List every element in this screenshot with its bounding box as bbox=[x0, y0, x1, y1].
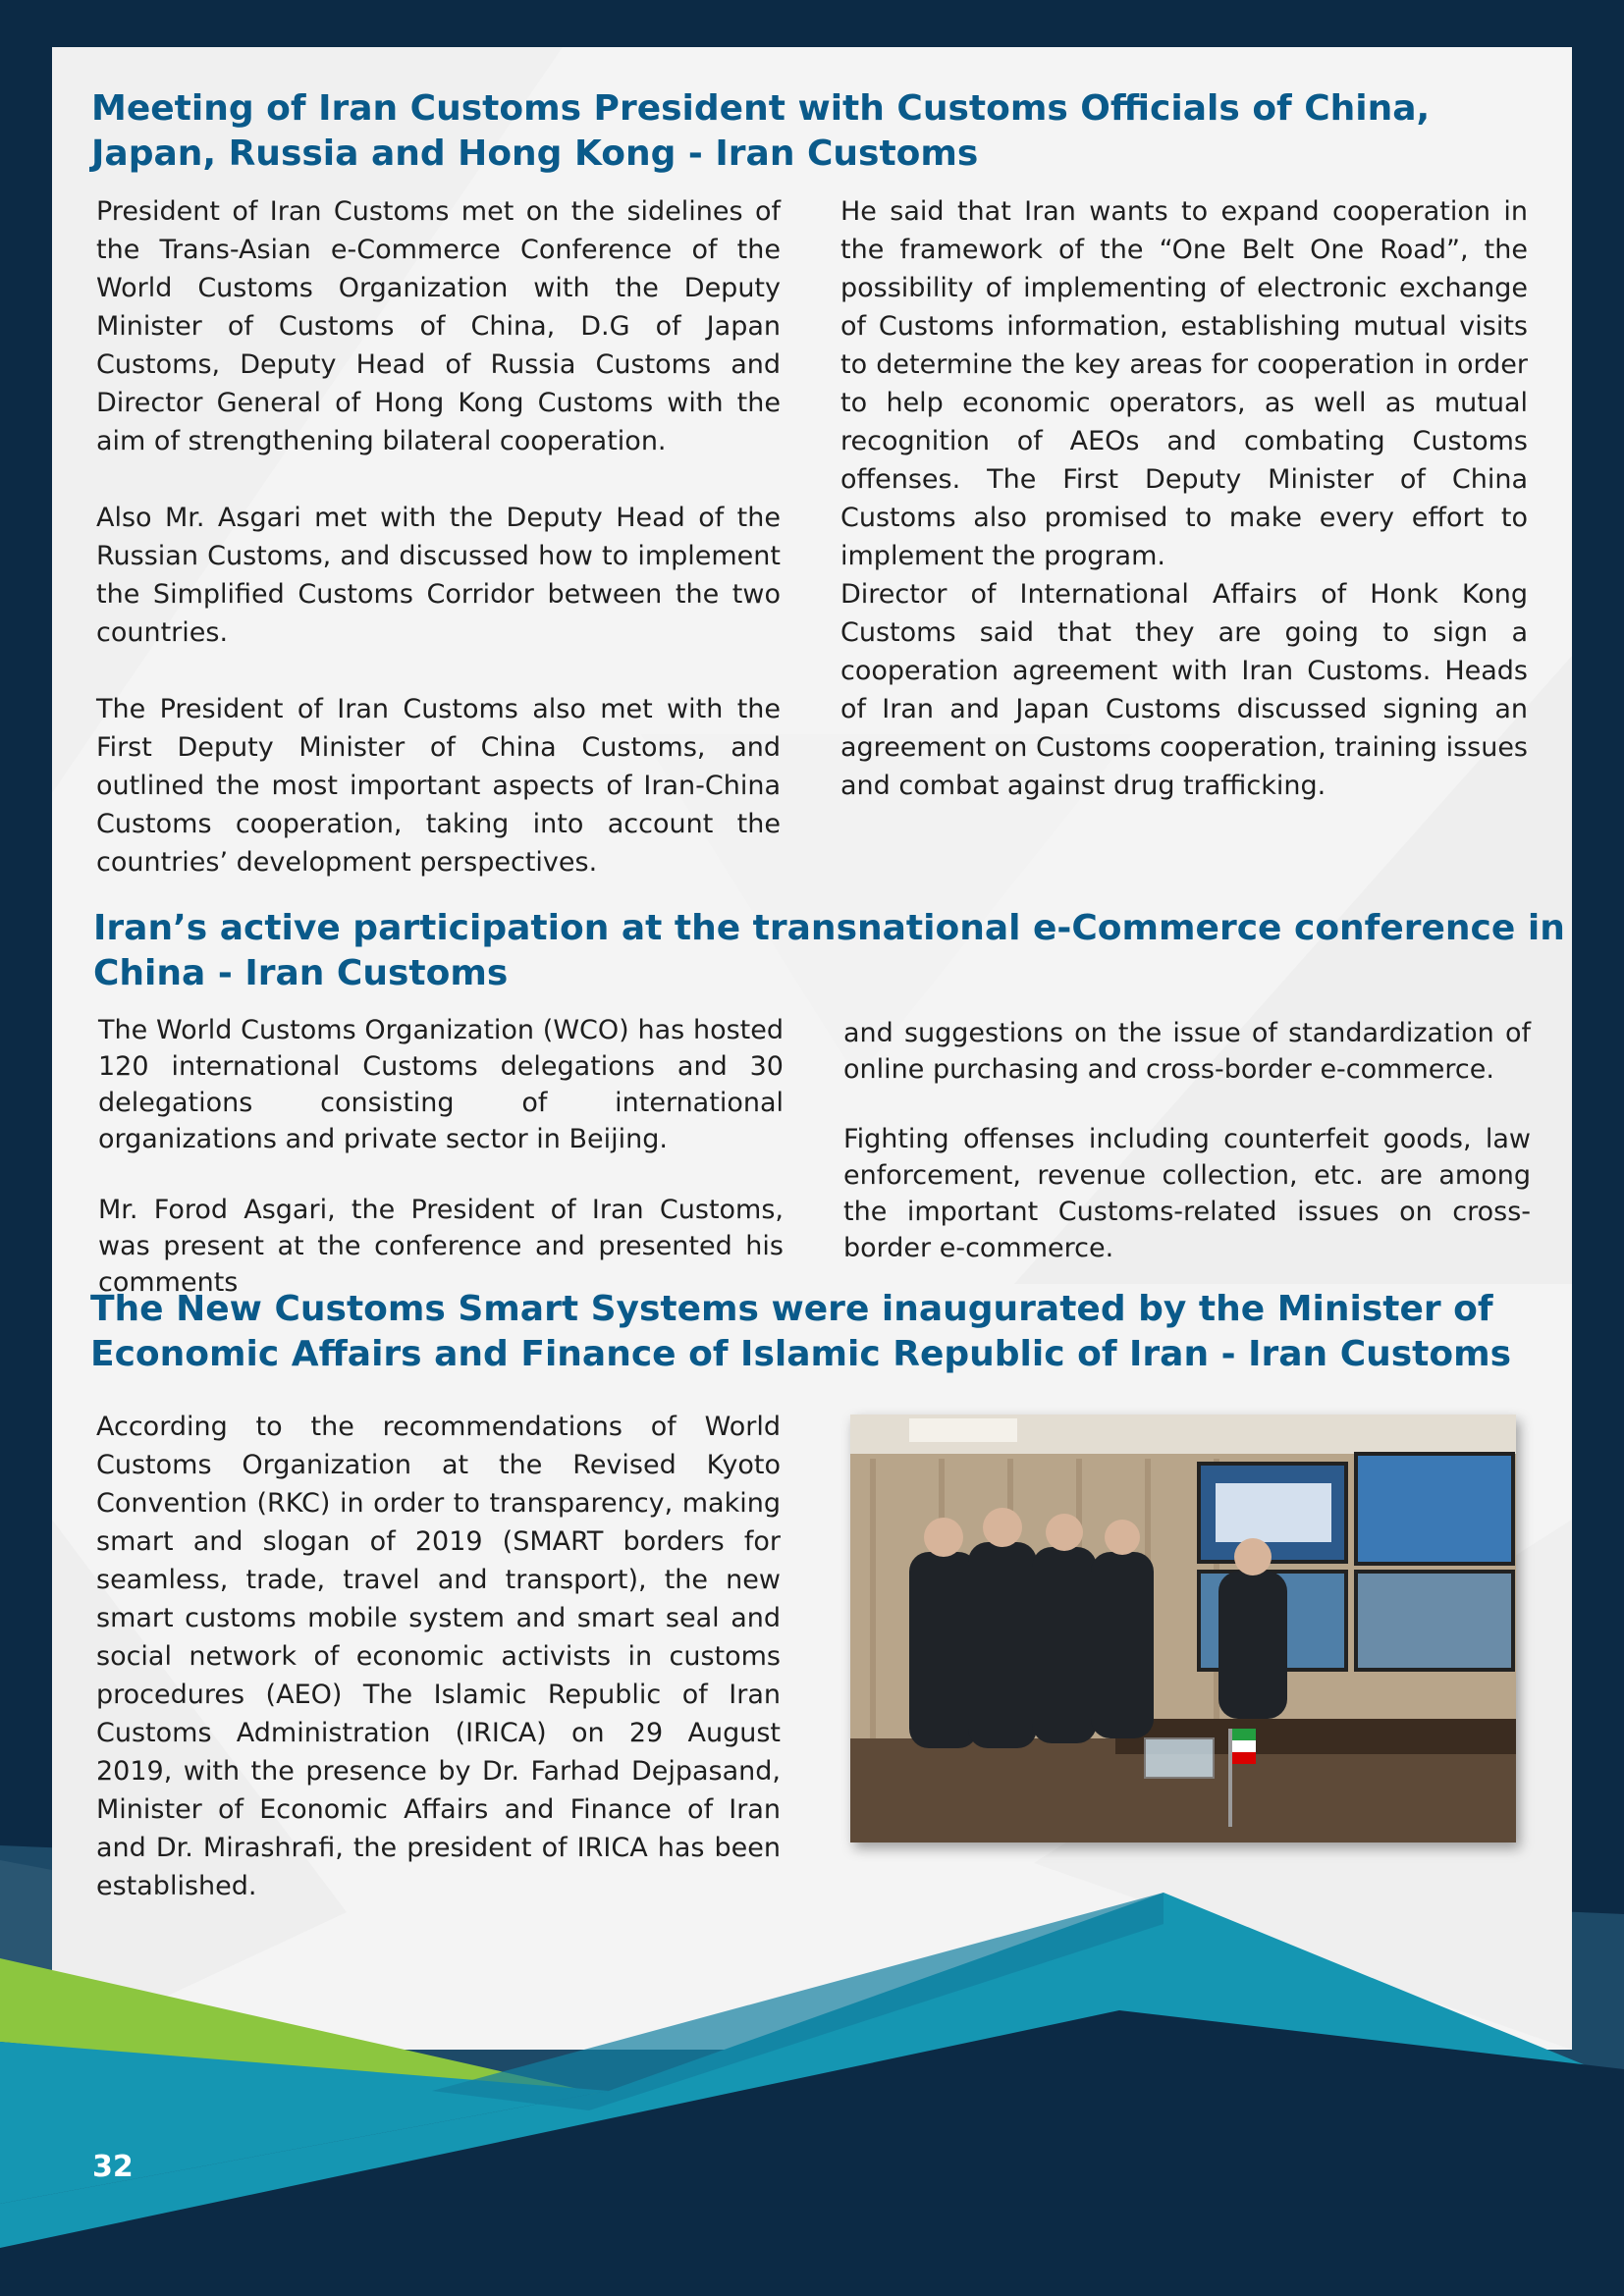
article-2-left-paragraph-1: The World Customs Organization (WCO) has hosted 120 international Customs delegations and 30 delegations consisting of international organizations and private sector in Beijing. bbox=[98, 1015, 784, 1154]
article-1-title: Meeting of Iran Customs President with Customs Officials of China, Japan, Russia and Hong Kong - Iran Customs bbox=[91, 88, 1431, 174]
article-3-left-paragraph-1: According to the recommendations of World Customs Organization at the Revised Kyoto Convention (RKC) in order to transparency, making smart and slogan of 2019 (SMART borders for seamless, trade, travel and transport), the new smart customs mobile system and smart seal and social network of economic activists in customs procedures (AEO) The Islamic Republic of Iran Customs Administration (IRICA) on 29 August 2019, with the presence by Dr. Farhad Dejpasand, Minister of Economic Affairs and Finance of Iran and Dr. Mirashrafi, the president of IRICA has been established. bbox=[96, 1412, 781, 1901]
article-3-photo bbox=[850, 1415, 1516, 1842]
group-photo-control-room-icon bbox=[850, 1415, 1516, 1842]
article-2-right-paragraph-2: Fighting offenses including counterfeit goods, law enforcement, revenue collection, etc. are among the important Customs-related issues on cross-border e-commerce. bbox=[843, 1124, 1531, 1263]
article-1-left-paragraph-1: President of Iran Customs met on the sidelines of the Trans-Asian e-Commerce Conference of the World Customs Organization with the Deputy Minister of Customs of China, D.G of Japan Customs, Deputy Head of Russia Customs and Director General of Hong Kong Customs with the aim of strengthening bilateral cooperation. bbox=[96, 196, 781, 456]
article-2-right-paragraph-1: and suggestions on the issue of standardization of online purchasing and cross-border e-commerce. bbox=[843, 1018, 1531, 1085]
bottom-decoration bbox=[0, 1845, 1624, 2296]
article-1-left-paragraph-3: The President of Iran Customs also met with the First Deputy Minister of China Customs, and outlined the most important aspects of Iran-China Customs cooperation, taking into account the countries’ development perspectives. bbox=[96, 694, 781, 878]
article-2-title: Iran’s active participation at the transnational e-Commerce conference in China - Iran Customs bbox=[93, 908, 1565, 993]
article-1-left-paragraph-2: Also Mr. Asgari met with the Deputy Head of the Russian Customs, and discussed how to implement the Simplified Customs Corridor between the two countries. bbox=[96, 503, 781, 648]
article-1-right-paragraph-1: He said that Iran wants to expand cooperation in the framework of the “One Belt One Road”, the possibility of implementing of electronic exchange of Customs information, establishing mutual visits to determine the key areas for cooperation in order to help economic operators, as well as mutual recognition of AEOs and combating Customs offenses. The First Deputy Minister of China Customs also promised to make every effort to implement the program. bbox=[840, 196, 1528, 571]
page-number: 32 bbox=[92, 2150, 134, 2184]
article-3-title: The New Customs Smart Systems were inaugurated by the Minister of Economic Affairs and Finance of Islamic Republic of Iran - Iran Customs bbox=[90, 1289, 1512, 1374]
article-2-left-paragraph-2: Mr. Forod Asgari, the President of Iran Customs, was present at the conference and presented his comments bbox=[98, 1195, 784, 1298]
article-1-right-paragraph-2: Director of International Affairs of Honk Kong Customs said that they are going to sign a cooperation agreement with Iran Customs. Heads of Iran and Japan Customs discussed signing an agreement on Customs cooperation, training issues and combat against drug trafficking. bbox=[840, 579, 1528, 801]
